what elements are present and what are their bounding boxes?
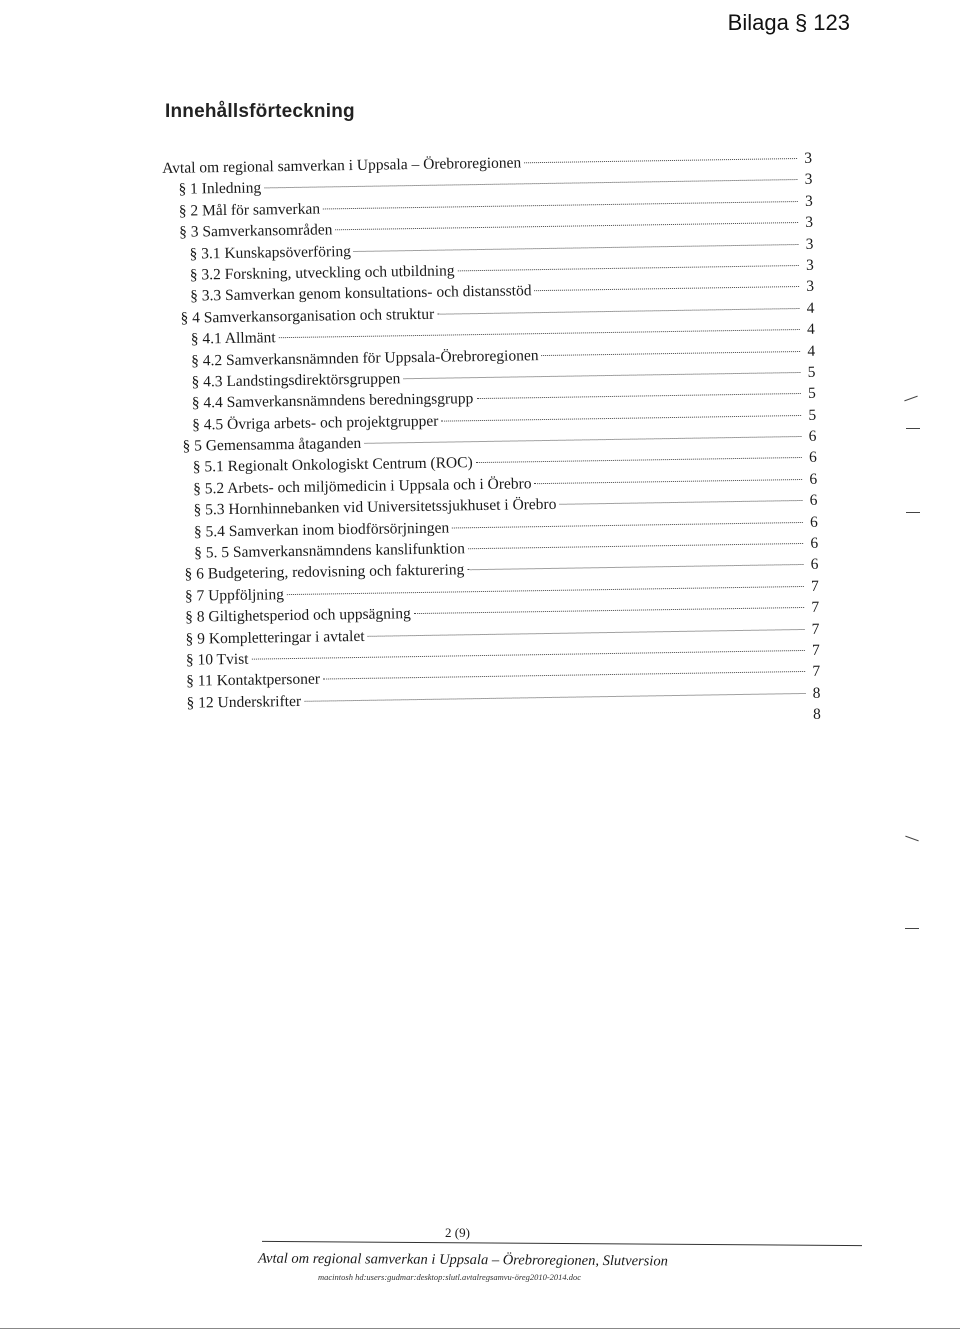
attachment-label: Bilaga § 123 (727, 10, 850, 35)
toc-dot-leader (559, 500, 802, 505)
toc-heading: Innehållsförteckning (165, 101, 355, 122)
toc-entry-page: 6 (808, 449, 817, 467)
toc-entry-page: 4 (807, 342, 816, 360)
toc-dot-leader (437, 308, 799, 315)
table-of-contents (162, 148, 821, 736)
toc-entry-title: § 10 Tvist (185, 650, 249, 669)
toc-entry-title: § 2 Mål för samverkan (178, 200, 321, 220)
toc-entry-page: 6 (810, 534, 819, 552)
toc-dot-leader (251, 650, 804, 660)
margin-mark (906, 428, 920, 429)
toc-entry-page: 4 (806, 299, 815, 317)
toc-dot-leader (354, 244, 799, 252)
toc-entry-title: § 4.2 Samverkansnämnden för Uppsala-Örebroregionen (191, 346, 539, 370)
toc-entry-page: 7 (812, 663, 821, 681)
toc-entry-title: § 5.3 Hornhinnebanken vid Universitetssjukhuset i Örebro (193, 496, 557, 519)
toc-entry-page: 8 (812, 684, 821, 702)
toc-entry-page: 6 (808, 427, 817, 445)
footer-page-number: 2 (9) (445, 1225, 470, 1240)
toc-dot-leader (414, 607, 804, 614)
toc-entry-title: § 3.1 Kunskapsöverföring (189, 242, 352, 263)
toc-entry-page: 6 (809, 491, 818, 510)
toc-entry-title: § 5.1 Regionalt Onkologiskt Centrum (ROC) (192, 454, 473, 477)
toc-entry-title: § 11 Kontaktpersoner (186, 670, 321, 691)
toc-entry-title: § 4.5 Övriga arbets- och projektgrupper (192, 412, 439, 434)
toc-entry-page: 7 (811, 598, 820, 617)
toc-dot-leader (524, 158, 797, 163)
toc-entry-title: § 1 Inledning (178, 179, 262, 199)
toc-dot-leader (403, 372, 800, 379)
footer-file-path: macintosh hd:users:gudmar:desktop:slutl.avtalregsamvu-öreg2010-2014.doc (318, 1272, 582, 1282)
toc-dot-leader (452, 522, 803, 529)
toc-entry-title: § 9 Kompletteringar i avtalet (185, 627, 365, 648)
toc-dot-leader (541, 351, 800, 356)
toc-entry-title: § 8 Giltighetsperiod och uppsägning (185, 605, 411, 626)
toc-entry-title: § 3 Samverkansområden (179, 221, 333, 241)
toc-entry-page: 3 (805, 213, 814, 232)
toc-entry-title: § 4.3 Landstingsdirektörsgruppen (191, 370, 401, 391)
toc-entry-page: 5 (808, 406, 817, 424)
toc-dot-leader (264, 179, 797, 188)
toc-dot-leader (476, 393, 800, 399)
toc-entry-title: § 4.1 Allmänt (190, 329, 276, 348)
toc-dot-leader (467, 564, 803, 570)
page-bottom-rule (0, 1328, 960, 1329)
toc-entry-page: 5 (807, 385, 816, 403)
toc-entry-title: § 12 Underskrifter (186, 692, 302, 712)
toc-dot-leader (476, 457, 802, 463)
toc-entry-title: § 5.2 Arbets- och miljömedicin i Uppsala och i Örebro (193, 475, 532, 498)
margin-mark (905, 836, 918, 842)
toc-dot-leader (335, 222, 798, 230)
margin-mark (905, 928, 919, 929)
toc-entry-title: § 3.2 Forskning, utveckling och utbildning (189, 262, 455, 284)
toc-trailing-page: 8 (812, 705, 821, 723)
toc-dot-leader (535, 286, 800, 291)
toc-dot-leader (458, 265, 799, 271)
toc-dot-leader (279, 329, 800, 338)
toc-dot-leader (534, 479, 802, 484)
margin-mark (906, 512, 920, 513)
footer-document-title: Avtal om regional samverkan i Uppsala – Örebroregionen, Slutversion (257, 1250, 668, 1270)
toc-dot-leader (364, 436, 801, 444)
toc-entry-title: § 5 Gemensamma åtaganden (182, 434, 362, 455)
toc-dot-leader (323, 671, 805, 680)
toc-dot-leader (468, 543, 803, 549)
toc-entry-title: § 5.4 Samverkan inom biodförsörjningen (193, 519, 450, 541)
margin-mark (904, 396, 917, 402)
toc-entry-page: 7 (811, 641, 820, 659)
toc-entry-page: 5 (807, 363, 816, 381)
toc-entry-page: 3 (806, 278, 815, 296)
toc-entry-page: 6 (810, 556, 819, 574)
toc-entry-page: 4 (806, 320, 815, 339)
toc-entry-title: § 6 Budgetering, redovisning och fakturering (184, 561, 465, 584)
toc-dot-leader (323, 201, 798, 209)
toc-entry-title: Avtal om regional samverkan i Uppsala – Örebroregionen (162, 154, 522, 177)
toc-entry-page: 3 (805, 256, 814, 274)
toc-entry-page: 3 (805, 235, 814, 253)
toc-entry-page: 6 (809, 470, 818, 488)
toc-entry-title: § 4.4 Samverkansnämndens beredningsgrupp (191, 390, 474, 412)
toc-entry-page: 3 (804, 192, 813, 210)
toc-entry-page: 6 (809, 513, 818, 531)
toc-entry-title: § 3.3 Samverkan genom konsultations- och distansstöd (190, 282, 532, 305)
toc-dot-leader (287, 586, 804, 595)
toc-entry-page: 7 (810, 577, 819, 595)
toc-spacer (171, 719, 809, 729)
toc-dot-leader (304, 693, 805, 702)
toc-entry-page: 3 (804, 171, 813, 189)
toc-entry-page: 7 (811, 620, 820, 638)
toc-dot-leader (368, 629, 805, 637)
toc-entry-page: 3 (804, 149, 813, 167)
toc-dot-leader (441, 415, 801, 422)
toc-entry-title: § 4 Samverkansorganisation och struktur (180, 305, 435, 327)
footer-rule (262, 1241, 862, 1246)
toc-entry-title: § 7 Uppföljning (184, 585, 285, 605)
toc-entry-title: § 5. 5 Samverkansnämndens kanslifunktion (194, 540, 466, 562)
